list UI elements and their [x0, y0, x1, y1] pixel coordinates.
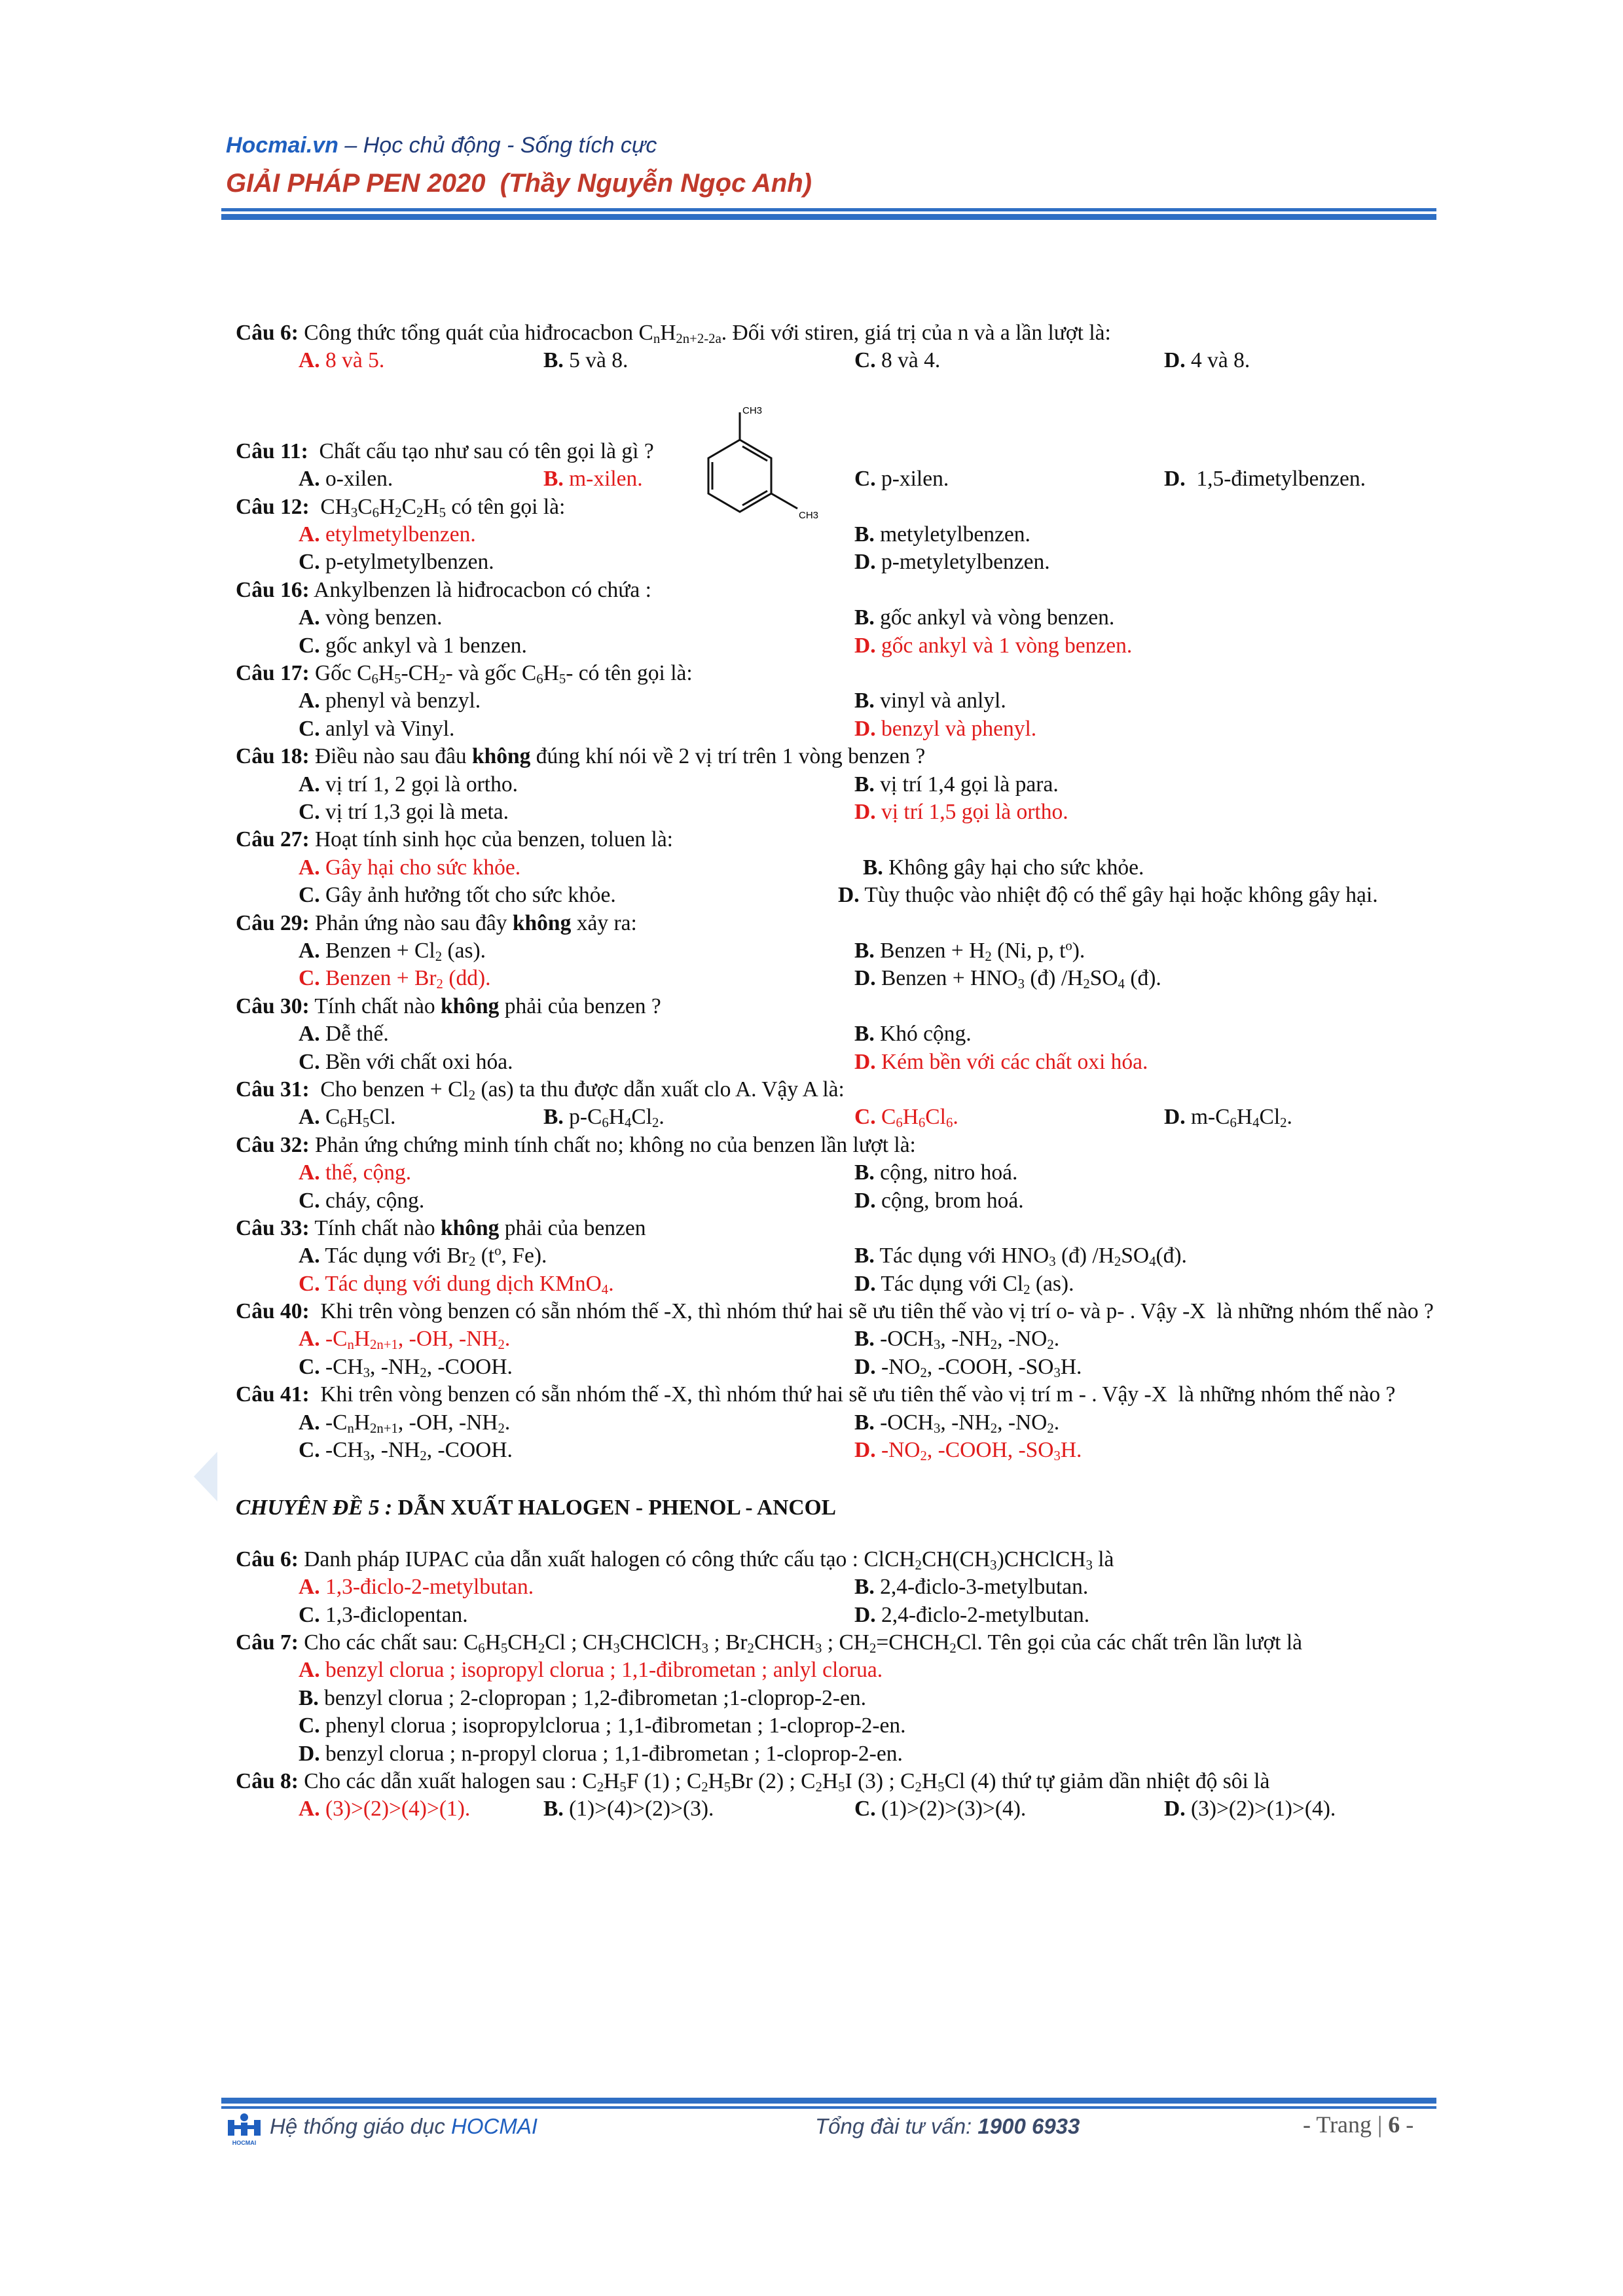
option-a[interactable]: A. vị trí 1, 2 gọi là ortho.	[299, 772, 518, 797]
question-6a: Câu 6: Công thức tổng quát của hiđrocacbon $C_nH_{2n+2-2a}$. Đối với stiren, giá trị của n và a lần lượt là:	[236, 321, 1111, 347]
option-c[interactable]: C. Benzen + $Br_2$ (dd).	[299, 966, 491, 992]
option-a[interactable]: A. $-C_nH_{2n+1}$, -OH, $-NH_2$.	[299, 1327, 511, 1353]
methyl-label-bottom: CH3	[799, 510, 819, 521]
options-row	[236, 1049, 1440, 1076]
options-row	[236, 1602, 1440, 1629]
option-d[interactable]: D. Tùy thuộc vào nhiệt độ có thể gây hại hoặc không gây hại.	[838, 883, 1378, 908]
option-b[interactable]: B. Không gây hại cho sức khỏe.	[863, 855, 1144, 880]
option-d[interactable]: D. $m-C_6H_4Cl_2$.	[1164, 1105, 1292, 1131]
option-d[interactable]: D. 4 và 8.	[1164, 348, 1250, 373]
option-d[interactable]: D. (3)>(2)>(1)>(4).	[1164, 1797, 1336, 1821]
option-a[interactable]: A. vòng benzen.	[299, 605, 443, 630]
options-row	[236, 715, 1440, 743]
footer-system	[270, 2114, 538, 2139]
option-b[interactable]: B. Khó cộng.	[854, 1022, 972, 1047]
options-row	[236, 548, 1440, 576]
question-32: Câu 32: Phản ứng chứng minh tính chất no; không no của benzen lần lượt là:	[236, 1132, 916, 1157]
options-row	[236, 347, 1440, 374]
option-a[interactable]: A. benzyl clorua ; isopropyl clorua ; 1,1-đibrometan ; anlyl clorua.	[299, 1658, 883, 1683]
option-a[interactable]: A. thế, cộng.	[299, 1160, 412, 1185]
options-row	[236, 1573, 1440, 1601]
options-row	[236, 1270, 1440, 1298]
question-40: Câu 40: Khi trên vòng benzen có sẵn nhóm thế -X, thì nhóm thứ hai sẽ ưu tiên thế vào vị trí o- và p- . Vậy -X là những nhóm thế nào ?	[236, 1299, 1434, 1324]
options-row	[236, 687, 1440, 715]
options-row	[236, 1795, 1440, 1823]
options-row	[236, 1740, 1440, 1768]
option-b[interactable]: B. gốc ankyl và vòng benzen.	[854, 605, 1115, 630]
option-a[interactable]: A. Benzen + $Cl_2$ (as).	[299, 938, 486, 965]
question-11: Câu 11: Chất cấu tạo như sau có tên gọi là gì ?	[236, 439, 654, 463]
option-d[interactable]: D. 1,5-đimetylbenzen.	[1164, 467, 1366, 492]
options-row	[236, 604, 1440, 632]
footer-hotline	[815, 2114, 1080, 2139]
option-c[interactable]: C. cháy, cộng.	[299, 1188, 425, 1213]
options-row	[236, 1159, 1440, 1187]
options-row	[236, 1103, 1440, 1131]
question-33: Câu 33: Tính chất nào không phải của benzen	[236, 1215, 646, 1240]
footer-rule-bottom	[221, 2106, 1436, 2109]
question-6b: Câu 6: Danh pháp IUPAC của dẫn xuất halogen có công thức cấu tạo : $ClCH_2CH(CH_3)CHClCH_3$ là	[236, 1547, 1114, 1573]
option-b[interactable]: B. benzyl clorua ; 2-clopropan ; 1,2-đibrometan ;1-cloprop-2-en.	[299, 1685, 867, 1710]
options-row	[236, 1685, 1440, 1712]
section-heading: DẪN XUẤT HALOGEN - PHENOL - ANCOL	[397, 1496, 836, 1520]
option-c[interactable]: C. vị trí 1,3 gọi là meta.	[299, 799, 509, 824]
section-title	[236, 1494, 1440, 1522]
question-41: Câu 41: Khi trên vòng benzen có sẵn nhóm thế -X, thì nhóm thứ hai sẽ ưu tiên thế vào vị trí m - . Vậy -X là những nhóm thế nào ?	[236, 1382, 1396, 1407]
option-a[interactable]: A. phenyl và benzyl.	[299, 689, 481, 713]
option-a[interactable]: A. etylmetylbenzen.	[299, 522, 476, 547]
hocmai-logo-icon	[224, 2111, 264, 2147]
option-a[interactable]: A. $C_6H_5Cl$.	[299, 1105, 396, 1131]
option-b[interactable]: B. $-OCH_3$, $-NH_2$, $-NO_2$.	[854, 1327, 1060, 1353]
header-tagline	[226, 133, 657, 158]
question-8: Câu 8: Cho các dẫn xuất halogen sau : $C_2H_5F$ (1) ; $C_2H_5Br$ (2) ; $C_2H_5I$ (3) ; $C_2H_5Cl$ (4) thứ tự giảm dần nhiệt độ sôi là	[236, 1769, 1270, 1795]
option-c[interactable]: C. $-CH_3$, $-NH_2$, -COOH.	[299, 1354, 513, 1381]
option-c[interactable]: C. (1)>(2)>(3)>(4).	[854, 1797, 1027, 1821]
options-row	[236, 1409, 1440, 1437]
option-d[interactable]: D. $-NO_2$, -COOH, $-SO_3H$.	[854, 1354, 1082, 1381]
option-b[interactable]: B. vinyl và anlyl.	[854, 689, 1006, 713]
teacher-name: (Thầy Nguyễn Ngọc Anh)	[500, 169, 812, 198]
option-b[interactable]: B. cộng, nitro hoá.	[854, 1160, 1018, 1185]
question-17: Câu 17: Gốc $C_6H_5-CH_2-$ và gốc $C_6H_5-$ có tên gọi là:	[236, 660, 693, 687]
options-row	[236, 1354, 1440, 1381]
option-c[interactable]: C. gốc ankyl và 1 benzen.	[299, 633, 527, 658]
page-suffix: -	[1400, 2111, 1414, 2138]
course-title	[226, 169, 812, 198]
option-b[interactable]: B. 2,4-điclo-3-metylbutan.	[854, 1575, 1089, 1600]
question-7: Câu 7: Cho các chất sau: $C_6H_5CH_2Cl$ ; $CH_3CHClCH_3$ ; $Br_2CHCH_3$ ; $CH_2=CHCH_2Cl$. Tên gọi của các chất trên lần lượt là	[236, 1630, 1303, 1657]
option-d[interactable]: D. 2,4-điclo-2-metylbutan.	[854, 1602, 1090, 1627]
option-d[interactable]: D. benzyl clorua ; n-propyl clorua ; 1,1-đibrometan ; 1-cloprop-2-en.	[299, 1741, 903, 1766]
option-b[interactable]: B. metyletylbenzen.	[854, 522, 1030, 547]
option-b[interactable]: B. Tác dụng với $HNO_3$ (đ) $/H_2SO_4(đ)$.	[854, 1244, 1187, 1270]
question-12: Câu 12: $CH_3C_6H_2C_2H_5$ có tên gọi là:	[236, 494, 566, 520]
option-d[interactable]: D. Benzen + $HNO_3$ (đ) $/H_2SO_4$ (đ).	[854, 966, 1161, 992]
option-a[interactable]: A. 8 và 5.	[299, 348, 385, 373]
options-row	[236, 798, 1440, 826]
question-18: Câu 18: Điều nào sau đâu không đúng khí nói về 2 vị trí trên 1 vòng benzen ?	[236, 744, 926, 769]
option-c[interactable]: C. Bền với chất oxi hóa.	[299, 1049, 513, 1074]
option-c[interactable]: C. Tác dụng với dung dịch KMnO$_4$.	[299, 1271, 614, 1297]
options-row	[236, 1325, 1440, 1353]
option-c[interactable]: C. p-xilen.	[854, 467, 949, 492]
course-name: GIẢI PHÁP PEN 2020	[226, 169, 486, 198]
option-b[interactable]: B. (1)>(4)>(2)>(3).	[543, 1797, 714, 1821]
option-d[interactable]: D. p-metyletylbenzen.	[854, 550, 1050, 575]
option-c[interactable]: C. $-CH_3$, $-NH_2$, -COOH.	[299, 1438, 513, 1464]
option-b[interactable]: B. m-xilen.	[543, 467, 643, 492]
options-row	[236, 1712, 1440, 1740]
option-b[interactable]: B. $p-C_6H_4Cl_2$.	[543, 1105, 665, 1131]
options-row	[236, 854, 1440, 882]
prev-page-arrow-icon[interactable]	[194, 1452, 217, 1501]
option-c[interactable]: C. $C_6H_6Cl_6$.	[854, 1105, 958, 1131]
option-a[interactable]: A. o-xilen.	[299, 467, 393, 492]
option-c[interactable]: C. Gây ảnh hưởng tốt cho sức khỏe.	[299, 883, 616, 908]
option-a[interactable]: A. Tác dụng với $Br_2$ ($t^o$, Fe).	[299, 1243, 547, 1270]
options-row	[236, 1187, 1440, 1215]
page-number-value: 6	[1388, 2111, 1400, 2138]
option-a[interactable]: A. Gây hại cho sức khỏe.	[299, 855, 521, 880]
options-row	[236, 937, 1440, 965]
option-d[interactable]: D. Tác dụng với $Cl_2$ (as).	[854, 1271, 1074, 1297]
footer-system-label: Hệ thống giáo dục	[270, 2114, 452, 2138]
hotline-number[interactable]: 1900 6933	[977, 2114, 1080, 2138]
question-27: Câu 27: Hoạt tính sinh học của benzen, toluen là:	[236, 827, 673, 852]
option-d[interactable]: D. $-NO_2$, -COOH, $-SO_3H$.	[854, 1438, 1082, 1464]
header-rule-bottom	[221, 214, 1436, 220]
option-c[interactable]: C. anlyl và Vinyl.	[299, 716, 455, 741]
option-d[interactable]: D. cộng, brom hoá.	[854, 1188, 1024, 1213]
option-a[interactable]: A. 1,3-điclo-2-metylbutan.	[299, 1575, 534, 1600]
option-b[interactable]: B. vị trí 1,4 gọi là para.	[854, 772, 1059, 797]
tagline: – Học chủ động - Sống tích cực	[338, 133, 657, 158]
option-d[interactable]: D. benzyl và phenyl.	[854, 716, 1037, 741]
header-rule-top	[221, 208, 1436, 211]
question-16: Câu 16: Ankylbenzen là hiđrocacbon có chứa :	[236, 577, 651, 602]
option-d[interactable]: D. Kém bền với các chất oxi hóa.	[854, 1049, 1148, 1074]
options-row	[236, 521, 1440, 548]
option-d[interactable]: D. vị trí 1,5 gọi là ortho.	[854, 799, 1068, 824]
question-29: Câu 29: Phản ứng nào sau đây không xảy ra:	[236, 910, 637, 935]
options-row	[236, 882, 1440, 909]
option-c[interactable]: C. phenyl clorua ; isopropylclorua ; 1,1-đibrometan ; 1-cloprop-2-en.	[299, 1713, 906, 1738]
options-row	[236, 465, 1440, 493]
option-b[interactable]: B. Benzen + $H_2$ (Ni, p, $t^o$).	[854, 938, 1085, 965]
option-c[interactable]: C. 1,3-điclopentan.	[299, 1602, 468, 1627]
question-30: Câu 30: Tính chất nào không phải của benzen ?	[236, 994, 661, 1018]
methyl-label-top: CH3	[742, 405, 763, 416]
spacer	[236, 375, 1440, 438]
hotline-label: Tổng đài tư vấn:	[815, 2114, 978, 2138]
options-row	[236, 632, 1440, 660]
site-name[interactable]: Hocmai.vn	[226, 133, 338, 158]
options-row	[236, 1020, 1440, 1048]
option-a[interactable]: A. (3)>(2)>(4)>(1).	[299, 1797, 471, 1821]
options-row	[236, 1657, 1440, 1684]
option-b[interactable]: B. 5 và 8.	[543, 348, 629, 373]
question-31: Câu 31: Cho benzen + $Cl_2$ (as) ta thu được dẫn xuất clo A. Vậy A là:	[236, 1077, 845, 1103]
options-row	[236, 771, 1440, 798]
logo-text: HOCMAI	[232, 2140, 257, 2146]
page-number	[1303, 2111, 1413, 2138]
options-row	[236, 1437, 1440, 1464]
option-b[interactable]: B. $-OCH_3$, $-NH_2$, $-NO_2$.	[854, 1410, 1060, 1436]
option-c[interactable]: C. 8 và 4.	[854, 348, 941, 373]
question-list	[236, 319, 1440, 1823]
section-prefix: CHUYÊN ĐỀ 5 :	[236, 1496, 393, 1520]
option-a[interactable]: A. Dễ thế.	[299, 1022, 389, 1047]
options-row	[236, 1242, 1440, 1270]
page-prefix: - Trang |	[1303, 2111, 1389, 2138]
option-d[interactable]: D. gốc ankyl và 1 vòng benzen.	[854, 633, 1133, 658]
option-c[interactable]: C. p-etylmetylbenzen.	[299, 550, 494, 575]
options-row	[236, 965, 1440, 992]
footer-rule-top	[221, 2098, 1436, 2104]
option-a[interactable]: A. $-C_nH_{2n+1}$, -OH, $-NH_2$.	[299, 1410, 511, 1436]
footer-brand[interactable]: HOCMAI	[451, 2114, 538, 2138]
